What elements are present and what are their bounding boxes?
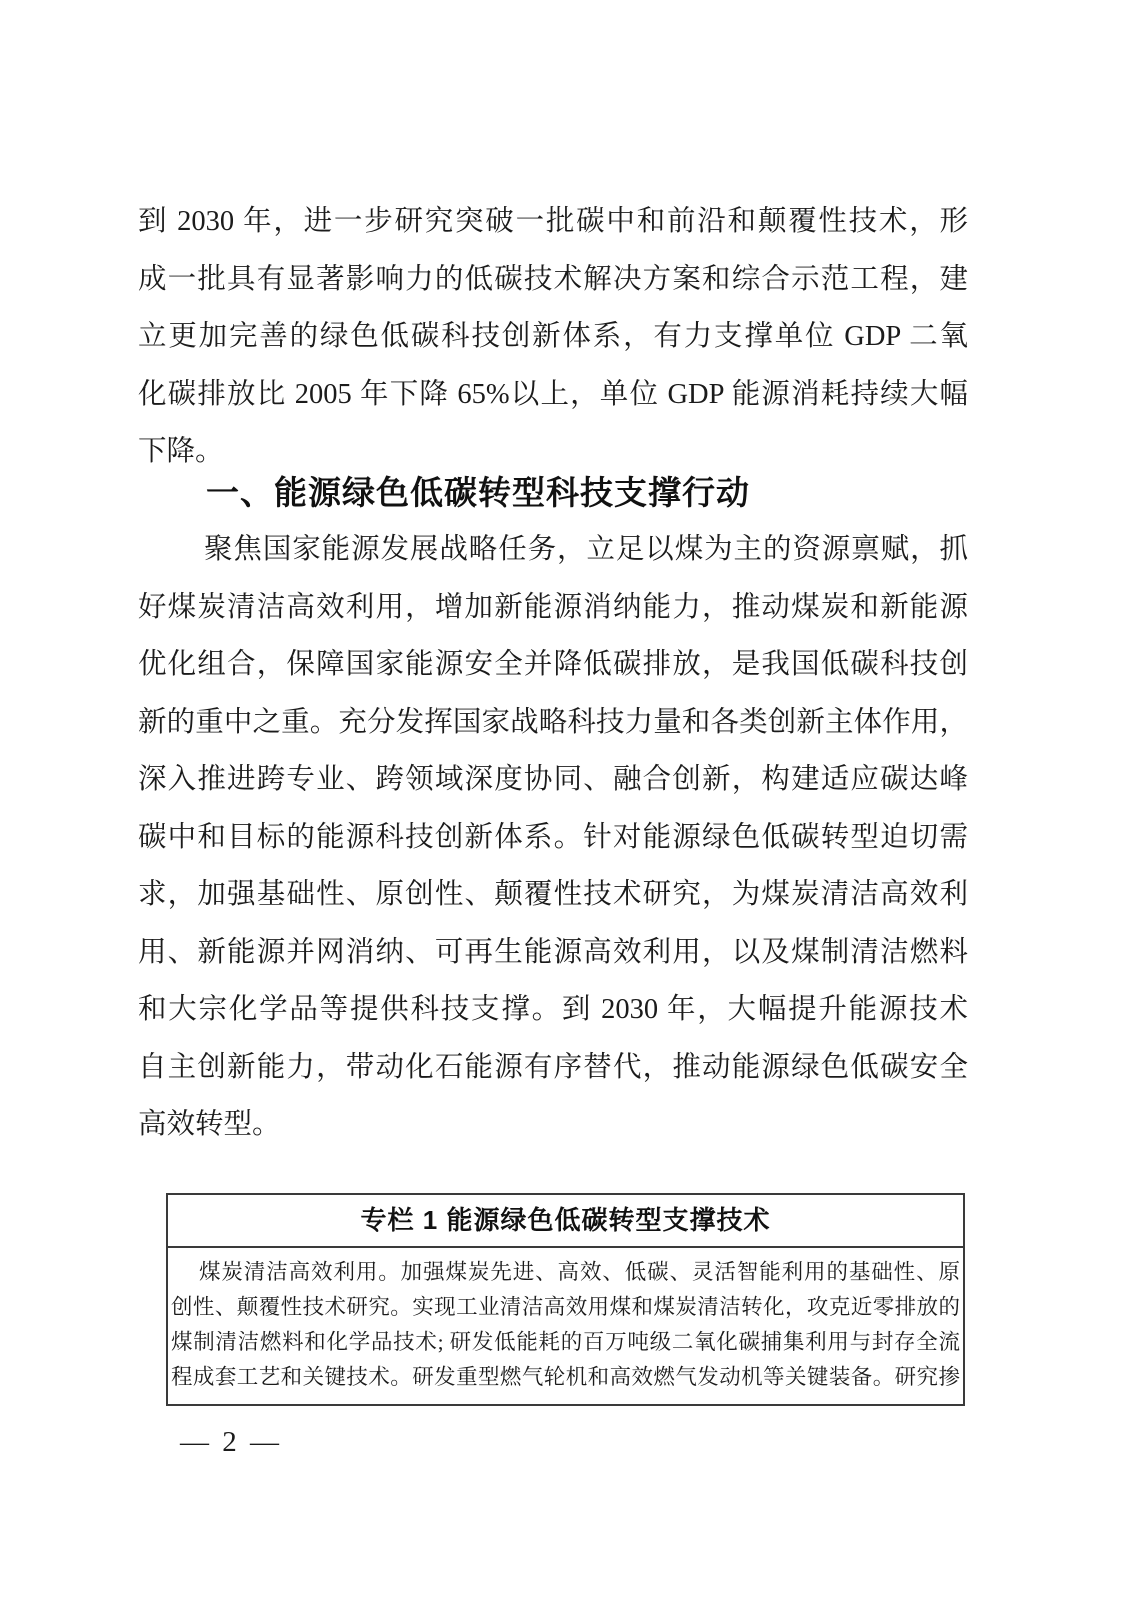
text-line: 求，加强基础性、原创性、颠覆性技术研究，为煤炭清洁高效利 xyxy=(138,879,968,910)
text-line: 化碳排放比 2005 年下降 65%以上，单位 GDP 能源消耗持续大幅 xyxy=(138,378,968,410)
text-line: 好煤炭清洁高效利用，增加新能源消纳能力，推动煤炭和新能源 xyxy=(138,591,968,623)
text-line: 和大宗化学品等提供科技支撑。到 2030 年，大幅提升能源技术 xyxy=(138,994,968,1025)
text-line: 聚焦国家能源发展战略任务，立足以煤为主的资源禀赋，抓 xyxy=(204,534,968,565)
callout-box xyxy=(166,1193,965,1406)
text-line: 到 2030 年，进一步研究突破一批碳中和前沿和颠覆性技术，形 xyxy=(138,206,968,237)
callout-box-body xyxy=(168,1248,963,1404)
paragraph xyxy=(138,521,968,1154)
text-line: 用、新能源并网消纳、可再生能源高效利用，以及煤制清洁燃料 xyxy=(138,936,968,968)
section-heading: 一、能源绿色低碳转型科技支撑行动 xyxy=(206,474,750,511)
text-line: 程成套工艺和关键技术。研发重型燃气轮机和高效燃气发动机等关键装备。研究掺 xyxy=(171,1365,960,1389)
text-line: 新的重中之重。充分发挥国家战略科技力量和各类创新主体作用， xyxy=(138,706,968,738)
text-line: 创性、颠覆性技术研究。实现工业清洁高效用煤和煤炭清洁转化，攻克近零排放的 xyxy=(171,1295,960,1319)
text-line: 煤制清洁燃料和化学品技术; 研发低能耗的百万吨级二氧化碳捕集利用与封存全流 xyxy=(171,1330,960,1354)
page-number: — 2 — xyxy=(180,1426,282,1458)
text-line: 立更加完善的绿色低碳科技创新体系，有力支撑单位 GDP 二氧 xyxy=(138,321,968,352)
text-line: 成一批具有显著影响力的低碳技术解决方案和综合示范工程，建 xyxy=(138,263,968,295)
paragraph-continuation xyxy=(138,193,968,481)
text-line: 高效转型。 xyxy=(138,1109,281,1140)
text-line: 煤炭清洁高效利用。加强煤炭先进、高效、低碳、灵活智能利用的基础性、原 xyxy=(199,1260,960,1284)
page-content xyxy=(138,0,968,1600)
text-line: 碳中和目标的能源科技创新体系。针对能源绿色低碳转型迫切需 xyxy=(138,821,968,853)
text-line: 自主创新能力，带动化石能源有序替代，推动能源绿色低碳安全 xyxy=(138,1051,968,1083)
callout-box-title: 专栏 1 能源绿色低碳转型支撑技术 xyxy=(168,1195,963,1248)
text-line: 优化组合，保障国家能源安全并降低碳排放，是我国低碳科技创 xyxy=(138,649,968,680)
text-line: 深入推进跨专业、跨领域深度协同、融合创新，构建适应碳达峰 xyxy=(138,764,968,795)
text-line: 下降。 xyxy=(138,436,224,467)
